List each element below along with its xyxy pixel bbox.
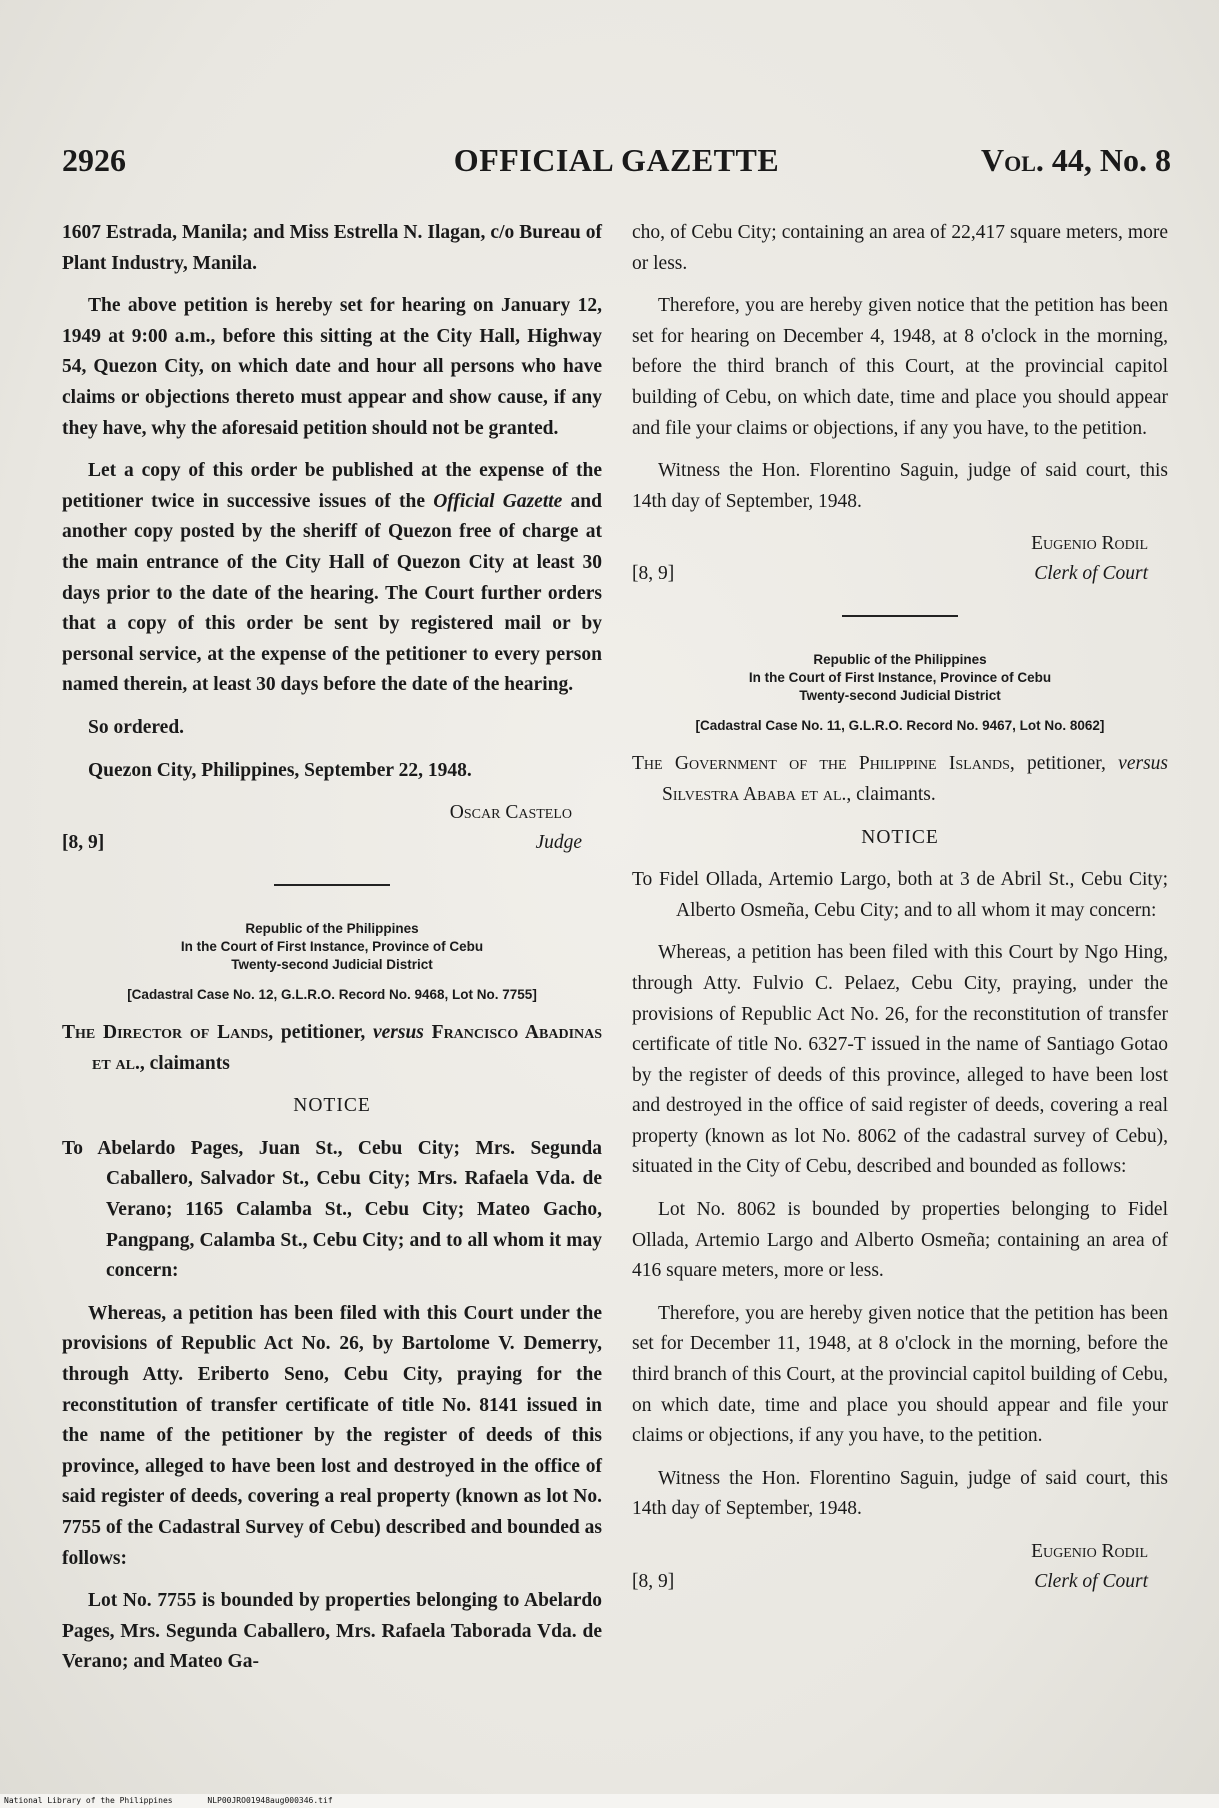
signature-block xyxy=(62,798,602,860)
signatory-name: Oscar Castelo xyxy=(449,802,572,824)
signatory-name: Eugenio Rodil xyxy=(1031,1541,1148,1562)
cadastral-case: [Cadastral Case No. 12, G.L.R.O. Record No. 9468, Lot No. 7755] xyxy=(127,987,537,1003)
section-divider xyxy=(842,615,958,617)
section-divider xyxy=(274,884,390,886)
paragraph: Therefore, you are hereby given notice that the petition has been set for December 11, 1948, at 8 o'clock in the morning, before the third branch of this Court, at the provincial capitol building of Cebu, on which date, time and place you should appear and file your claims or objections, if any you have, to the petition. xyxy=(632,1302,1168,1447)
signature-block xyxy=(632,1537,1168,1599)
versus: versus xyxy=(372,1022,424,1044)
paragraph: Whereas, a petition has been filed with this Court under the provisions of Republic Act No. 26, by Bartolome V. Demerry, through Atty. Eriberto Seno, Cebu City, praying for the reconstitution of transfer certificate of title No. 8141 issued in the name of the petitioner by the register of deeds of this province, alleged to have been lost and destroyed in the office of said register of deeds, covering a real property (known as lot No. 7755 of the Cadastral Survey of Cebu) described and bounded as follows: xyxy=(62,1302,602,1569)
caption-text: , claimants. xyxy=(846,783,936,805)
court-line: Twenty-second Judicial District xyxy=(799,688,1001,704)
paragraph: Lot No. 7755 is bounded by properties belonging to Abelardo Pages, Mrs. Segunda Caballero, Mrs. Rafaela Taborada Vda. de Verano; and Mateo Ga- xyxy=(62,1590,602,1673)
claimants: Francisco Abadinas et al. xyxy=(92,1022,603,1074)
file-name: NLP00JRO01948aug000346.tif xyxy=(207,1796,333,1805)
signatory-name: Eugenio Rodil xyxy=(1031,533,1148,555)
court-line: Republic of the Philippines xyxy=(245,921,419,937)
paragraph: Quezon City, Philippines, September 22, 1948. xyxy=(88,759,472,781)
page-number: 2926 xyxy=(62,142,126,178)
issue-reference: [8, 9] xyxy=(62,832,105,854)
left-column xyxy=(62,218,602,1690)
publication-title: OFFICIAL GAZETTE xyxy=(453,142,780,178)
notice-heading: NOTICE xyxy=(861,826,939,848)
page-header xyxy=(62,142,1171,190)
paragraph: The above petition is hereby set for hearing on January 12, 1949 at 9:00 a.m., before this sitting at the City Hall, Highway 54, Quezon City, on which date and hour all persons who have claims or objections thereto must appear and show cause, if any they have, why the aforesaid petition should not be granted. xyxy=(62,295,602,439)
addressees: To Fidel Ollada, Artemio Largo, both at 3 de Abril St., Cebu City; Alberto Osmeña, Cebu City; and to all whom it may concern: xyxy=(632,869,1168,921)
paragraph: So ordered. xyxy=(88,716,185,738)
caption-text: , petitioner, xyxy=(268,1022,366,1044)
caption-text: , petitioner, xyxy=(1009,753,1106,775)
volume-prefix: Vol. xyxy=(980,142,1044,178)
case-caption xyxy=(62,1018,602,1079)
addressees: To Abelardo Pages, Juan St., Cebu City; Mrs. Segunda Caballero, Salvador St., Cebu City; Mrs. Rafaela Vda. de Verano; 1165 Calamba St., Cebu City; Mateo Gacho, Pangpang, Calamba St., Cebu City; and to all whom it may concern: xyxy=(62,1137,602,1282)
paragraph: Therefore, you are hereby given notice that the petition has been set for hearing on December 4, 1948, at 8 o'clock in the morning, before the third branch of this Court, at the provincial capitol building of Cebu, on which date, time and place you should appear and file your claims or objections, if any you have, to the petition. xyxy=(632,295,1168,439)
paragraph: Witness the Hon. Florentino Saguin, judge of said court, this 14th day of September, 1948. xyxy=(632,460,1168,512)
paragraph: Whereas, a petition has been filed with this Court by Ngo Hing, through Atty. Fulvio C. Pelaez, Cebu City, praying, under the provisions of Republic Act No. 26, for the reconstitution of transfer certificate of title No. 6327-T issued in the name of Santiago Gotao by the register of deeds of this province, alleged to have been lost and destroyed in the office of said register of deeds, covering a real property (known as lot No. 8062 of the cadastral survey of Cebu), situated in the City of Cebu, described and bounded as follows: xyxy=(632,942,1168,1178)
paragraph: Lot No. 8062 is bounded by properties belonging to Fidel Ollada, Artemio Largo and Alberto Osmeña; containing an area of 416 square meters, more or less. xyxy=(632,1199,1168,1282)
paragraph-text: Let a copy of this order be published at the expense of the petitioner twice in successive issues of the xyxy=(62,460,602,512)
paragraph xyxy=(62,456,602,701)
claimants: Silvestra Ababa et al. xyxy=(662,783,847,805)
paragraph-text: and another copy posted by the sheriff of Quezon free of charge at the main entrance of the City Hall of Quezon City at least 30 days prior to the date of the hearing. The Court further orders that a copy of this order be sent by registered mail or by personal service, at the expense of the petitioner to every person named therein, at least 30 days before the date of the hearing. xyxy=(62,490,602,696)
court-line: In the Court of First Instance, Province of Cebu xyxy=(180,939,484,955)
signature-block xyxy=(632,529,1168,591)
signatory-role: Judge xyxy=(535,832,582,854)
paragraph: Witness the Hon. Florentino Saguin, judge of said court, this 14th day of September, 1948. xyxy=(632,1467,1168,1520)
caption-text: , claimants xyxy=(139,1052,230,1074)
signatory-role: Clerk of Court xyxy=(1034,1571,1148,1592)
issue-reference: [8, 9] xyxy=(632,563,675,585)
library-name: National Library of the Philippines xyxy=(4,1796,173,1805)
right-column xyxy=(632,218,1168,1623)
gazette-italic: Official Gazette xyxy=(433,490,563,512)
volume-rest: 44, No. 8 xyxy=(1051,142,1171,178)
court-line: Republic of the Philippines xyxy=(813,652,987,668)
signatory-role: Clerk of Court xyxy=(1034,563,1148,585)
scan-footer xyxy=(0,1794,1219,1808)
paragraph: 1607 Estrada, Manila; and Miss Estrella N. Ilagan, c/o Bureau of Plant Industry, Manila. xyxy=(62,222,602,274)
versus: versus xyxy=(1118,753,1168,775)
cadastral-case: [Cadastral Case No. 11, G.L.R.O. Record No. 9467, Lot No. 8062] xyxy=(695,718,1105,734)
volume-number xyxy=(981,142,1171,179)
court-line: In the Court of First Instance, Province of Cebu xyxy=(748,670,1052,686)
issue-reference: [8, 9] xyxy=(632,1571,675,1592)
court-heading xyxy=(62,920,602,974)
petitioner: The Director of Lands xyxy=(62,1022,269,1044)
notice-heading: NOTICE xyxy=(293,1095,371,1117)
case-caption xyxy=(632,749,1168,810)
petitioner: The Government of the Philippine Islands xyxy=(632,753,1010,775)
court-line: Twenty-second Judicial District xyxy=(231,957,433,973)
court-heading xyxy=(632,651,1168,705)
paragraph: cho, of Cebu City; containing an area of 22,417 square meters, more or less. xyxy=(632,222,1168,274)
